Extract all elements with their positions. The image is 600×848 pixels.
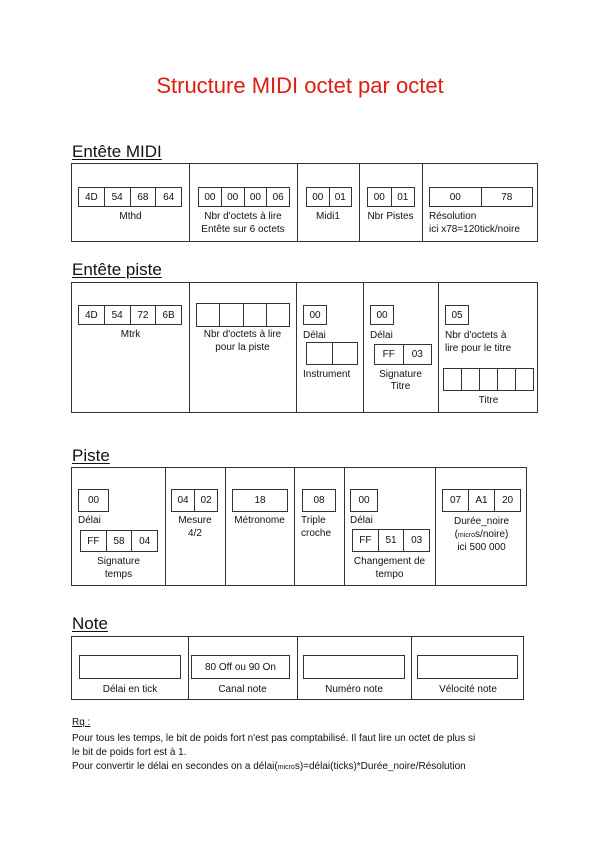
section-heading-note: Note [72,614,108,633]
delai-byte [78,489,109,512]
byte-cell: 58 [106,531,132,551]
unit-suffix: s/noire) [475,529,509,540]
byte-cell: 00 [244,188,267,206]
delai-tick-box [79,655,181,679]
byte-cell: 51 [378,530,404,551]
byte-cell [461,369,479,390]
byte-cell: 54 [104,306,130,324]
velocite-note-label: Vélocité note [439,684,497,695]
byte-cell [332,343,358,364]
duree-noire-label: Durée_noire [453,516,510,527]
byte-cell: 18 [254,495,266,506]
delai-byte [303,305,327,325]
page-title: Structure MIDI octet par octet [156,73,444,98]
numero-note-box [303,655,405,679]
triple-croche-sublabel: croche [301,528,332,539]
resolution-label: Résolution [429,211,477,222]
titre-length-label: Nbr d'octets à [445,330,507,341]
instrument-bytes [306,342,358,365]
remarks-text: Pour convertir le délai en secondes on a délai( [72,761,278,772]
byte-cell: 72 [130,306,156,324]
byte-cell: 4D [84,191,98,203]
metronome-label: Métronome [234,515,285,526]
entete-midi-panel [71,163,538,242]
remarks-heading: Rq : [72,717,91,728]
delai-byte [370,305,394,325]
remarks-line: Pour tous les temps, le bit de poids fort n'est pas comptabilisé. Il faut lire un octet de plus si [72,733,476,744]
byte-cell: 00 [358,495,370,506]
byte-cell: 6B [155,306,181,324]
titre-bytes [443,368,534,391]
mtrk-bytes [78,305,182,325]
signature-temps-sublabel: temps [104,569,133,580]
micro-prefix: micro [277,764,295,771]
section-heading-entete-piste: Entête piste [72,260,162,279]
byte-cell: 00 [204,191,216,203]
entete-piste-panel [71,282,538,413]
nbr-octets-bytes [198,187,290,207]
byte-cell: 00 [87,495,100,506]
micro-prefix: micro [457,532,476,539]
signature-titre-sublabel: Titre [390,381,411,392]
byte-cell: 00 [449,191,461,203]
changement-tempo-label: Changement de [353,556,426,567]
resolution-sublabel: ici x78=120tick/noire [429,224,520,235]
delai-byte [350,489,378,512]
remarks-line [72,760,466,775]
byte-cell: 54 [104,188,130,206]
nbr-pistes-bytes [367,187,415,207]
byte-cell [266,304,289,326]
mesure-sublabel: 4/2 [188,528,202,539]
byte-cell [197,304,219,326]
delai-label: Délai [370,330,393,341]
duree-noire-bytes [442,489,521,512]
velocite-note-box [417,655,518,679]
byte-cell: FF [359,535,372,546]
byte-cell [479,369,497,390]
paren: ( [454,529,458,540]
canal-note-label: Canal note [218,684,267,695]
canal-note-box [191,655,290,679]
midi1-bytes [306,187,352,207]
nbr-octets-piste-sublabel: pour la piste [215,342,270,353]
byte-cell [307,343,332,364]
byte-cell: 06 [266,188,289,206]
signature-titre-bytes [374,344,432,365]
delai-label: Délai [78,515,101,526]
byte-cell [497,369,515,390]
byte-cell: 03 [403,345,432,364]
mtrk-label: Mtrk [120,329,141,340]
metronome-byte [232,489,288,512]
signature-temps-bytes [80,530,158,552]
mesure-bytes [171,489,218,512]
nbr-octets-piste-label: Nbr d'octets à lire [203,329,282,340]
delai-label: Délai [303,330,326,341]
nbr-octets-sublabel: Entête sur 6 octets [201,224,285,235]
delai-tick-label: Délai en tick [102,684,158,695]
byte-cell: 08 [313,495,325,506]
byte-cell [243,304,266,326]
byte-cell [219,304,242,326]
titre-length-byte [445,305,469,325]
nbr-pistes-label: Nbr Pistes [367,211,414,222]
byte-cell: 02 [194,490,217,511]
byte-cell: 68 [130,188,156,206]
mesure-label: Mesure [178,515,212,526]
section-heading-entete-midi: Entête MIDI [72,142,162,161]
numero-note-label: Numéro note [325,684,383,695]
triple-croche-label: Triple [301,515,326,526]
note-panel [71,636,524,700]
remarks-line: le bit de poids fort est à 1. [72,747,187,758]
remarks-text: s)=délai(ticks)*Durée_noire/Résolution [294,761,466,772]
byte-cell [444,369,461,390]
byte-cell: 20 [494,490,520,511]
byte-cell: 05 [451,309,463,321]
byte-cell: 07 [449,495,462,506]
byte-cell: 78 [481,188,533,206]
triple-croche-byte [302,489,336,512]
byte-cell: 04 [177,495,189,506]
nbr-octets-piste-bytes [196,303,290,327]
byte-cell: 00 [309,309,321,321]
titre-label: Titre [478,395,499,406]
byte-cell: 03 [403,530,429,551]
duree-noire-sublabel: ici 500 000 [457,542,506,553]
byte-cell: 64 [155,188,181,206]
section-heading-piste: Piste [72,446,110,465]
byte-cell: 01 [391,188,415,206]
byte-cell: 00 [376,309,388,321]
byte-cell: 00 [312,191,324,203]
signature-titre-label: Signature [379,369,422,380]
byte-cell [515,369,533,390]
byte-cell: A1 [468,490,494,511]
changement-tempo-sublabel: tempo [375,569,404,580]
titre-length-sublabel: lire pour le titre [445,343,512,354]
piste-panel [71,467,527,586]
mthd-bytes [78,187,182,207]
byte-cell: 01 [329,188,352,206]
nbr-octets-label: Nbr d'octets à lire [204,211,282,222]
byte-cell: 04 [131,531,157,551]
canal-note-value: 80 Off ou 90 On [205,661,276,673]
instrument-label: Instrument [303,369,351,380]
duree-noire-unit [435,529,528,542]
mthd-label: Mthd [119,211,142,222]
signature-temps-label: Signature [97,556,140,567]
byte-cell: FF [382,349,395,360]
midi1-label: Midi1 [316,211,340,222]
byte-cell: 00 [221,188,244,206]
resolution-bytes [429,187,533,207]
changement-tempo-bytes [352,529,430,552]
byte-cell: 00 [373,191,385,203]
delai-label: Délai [350,515,373,526]
byte-cell: 4D [84,309,98,321]
byte-cell: FF [87,535,100,547]
